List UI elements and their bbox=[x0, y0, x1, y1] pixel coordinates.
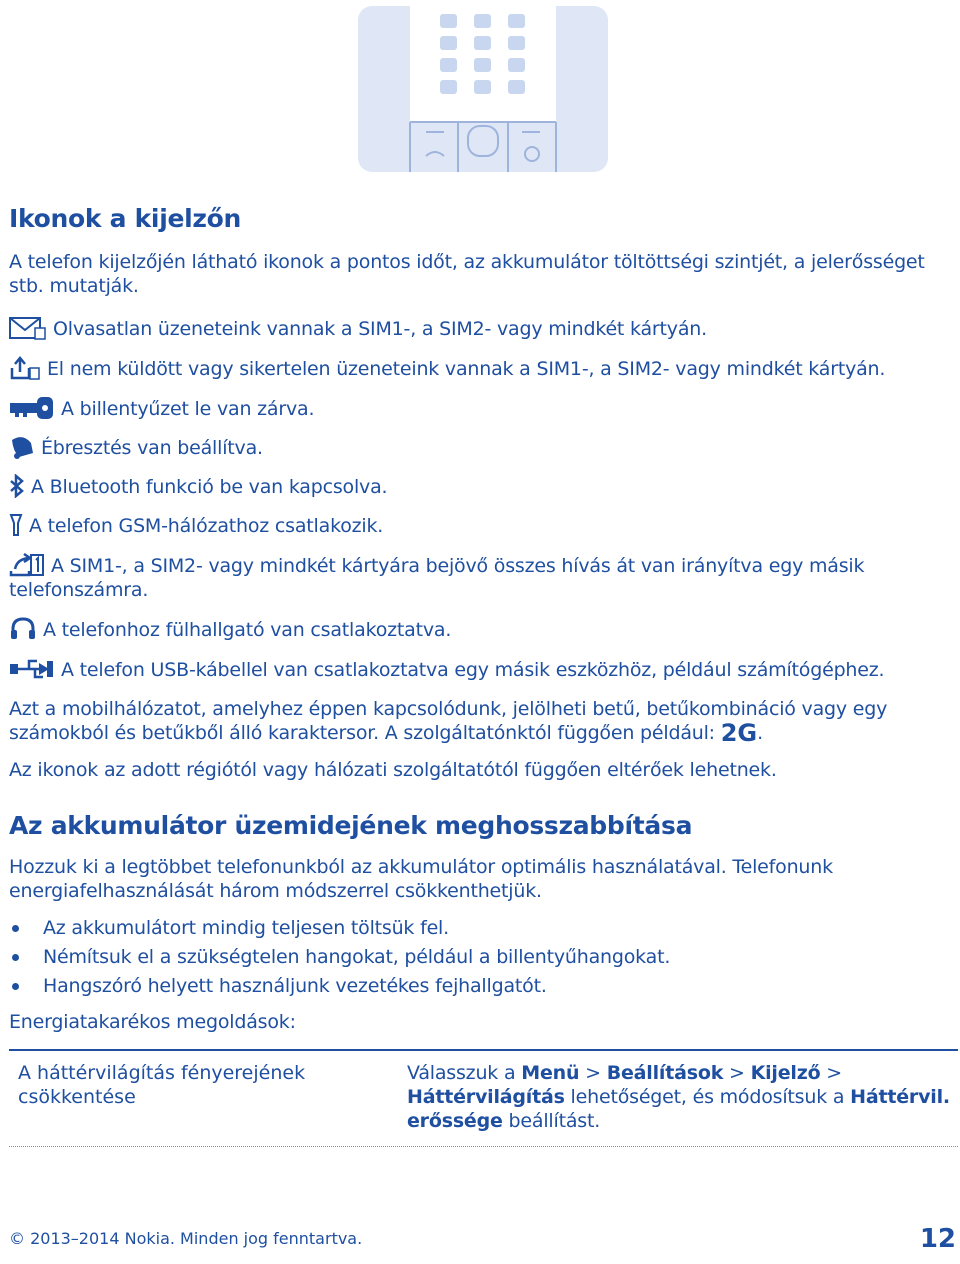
outbox-icon bbox=[9, 356, 41, 380]
envelope-icon bbox=[9, 316, 47, 340]
battery-intro: Hozzuk ki a legtöbbet telefonunkból az akkumulátor optimális használatával. Telefonunk energiafelhasználását három módszerrel csökkenthetjük. bbox=[9, 856, 833, 902]
icon-row-text: Olvasatlan üzeneteink vannak a SIM1-, a SIM2- vagy mindkét kártyán. bbox=[53, 318, 707, 340]
list-item: Az akkumulátort mindig teljesen töltsük fel. bbox=[9, 915, 670, 944]
icon-row-usb bbox=[9, 657, 954, 682]
bluetooth-icon bbox=[9, 474, 25, 498]
instruction-text: lehetőséget, és módosítsuk a bbox=[570, 1086, 845, 1108]
icons-intro: A telefon kijelzőjén látható ikonok a pontos időt, az akkumulátor töltöttségi szintjét, a jelerősséget stb. mutatják. bbox=[9, 251, 925, 297]
instruction-text: beállítást. bbox=[508, 1110, 601, 1132]
network-paragraph bbox=[9, 697, 954, 745]
icon-row-headset bbox=[9, 617, 954, 642]
menu-label: Menü bbox=[521, 1062, 580, 1084]
icon-row-text: A telefon USB-kábellel van csatlakoztatva egy másik eszközhöz, például számítógéphez. bbox=[61, 659, 885, 681]
region-note: Az ikonok az adott régiótól vagy hálózati szolgáltatótól függően eltérőek lehetnek. bbox=[9, 759, 777, 781]
call-forward-icon bbox=[9, 553, 45, 577]
icon-row-alarm bbox=[9, 435, 954, 460]
icon-row-text: A billentyűzet le van zárva. bbox=[61, 398, 315, 420]
headset-icon bbox=[9, 617, 37, 641]
icon-row-text: A SIM1-, a SIM2- vagy mindkét kártyára bejövő összes hívás át van irányítva egy másik telefonszámra. bbox=[9, 555, 865, 601]
phone-illustration-icon bbox=[358, 6, 608, 172]
instruction-text: Válasszuk a bbox=[407, 1062, 516, 1084]
icon-row-forward bbox=[9, 553, 954, 602]
icon-row-text: Ébresztés van beállítva. bbox=[41, 437, 263, 459]
icon-row-unsent bbox=[9, 356, 954, 381]
icon-row-text: A telefonhoz fülhallgató van csatlakoztatva. bbox=[43, 619, 452, 641]
table-cell-left: A háttérvilágítás fényerejének csökkentése bbox=[18, 1062, 306, 1108]
icon-row-gsm bbox=[9, 513, 954, 538]
brightness-label: Háttérvil. erőssége bbox=[407, 1086, 950, 1132]
table-divider bbox=[9, 1146, 958, 1147]
table-cell-right bbox=[407, 1061, 957, 1133]
icon-row-bluetooth bbox=[9, 474, 954, 499]
list-item: Hangszóró helyett használjunk vezetékes fejhallgatót. bbox=[9, 973, 670, 1002]
section-title-icons: Ikonok a kijelzőn bbox=[9, 204, 242, 233]
icon-row-keylock bbox=[9, 396, 954, 421]
path-separator: > bbox=[826, 1062, 842, 1084]
battery-tips-list bbox=[9, 915, 670, 1002]
network-end: . bbox=[757, 722, 763, 744]
icon-row-text: A Bluetooth funkció be van kapcsolva. bbox=[31, 476, 388, 498]
icon-row-text: A telefon GSM-hálózathoz csatlakozik. bbox=[29, 515, 384, 537]
icon-row-unread bbox=[9, 316, 954, 341]
network-2g-icon: 2G bbox=[720, 719, 758, 747]
page-number: 12 bbox=[919, 1224, 956, 1254]
copyright-footer: © 2013–2014 Nokia. Minden jog fenntartva. bbox=[9, 1229, 363, 1248]
key-icon bbox=[9, 396, 55, 420]
section-title-battery: Az akkumulátor üzemidejének meghosszabbítása bbox=[9, 811, 693, 840]
path-separator: > bbox=[585, 1062, 601, 1084]
solutions-table bbox=[9, 1049, 958, 1132]
path-separator: > bbox=[728, 1062, 745, 1084]
backlight-label: Háttérvilágítás bbox=[407, 1086, 565, 1108]
network-text: Azt a mobilhálózatot, amelyhez éppen kapcsolódunk, jelölheti betű, betűkombináció vagy egy számokból és betűkből álló karaktersor. A szolgáltatónktól függően például: bbox=[9, 698, 888, 744]
list-item: Némítsuk el a szükségtelen hangokat, például a billentyűhangokat. bbox=[9, 944, 670, 973]
settings-label: Beállítások bbox=[606, 1062, 724, 1084]
icon-row-text: El nem küldött vagy sikertelen üzeneteink vannak a SIM1-, a SIM2- vagy mindkét kártyán. bbox=[47, 358, 886, 380]
usb-icon bbox=[9, 657, 55, 681]
display-label: Kijelző bbox=[750, 1062, 821, 1084]
antenna-icon bbox=[9, 513, 23, 537]
bell-icon bbox=[9, 435, 35, 459]
solutions-label: Energiatakarékos megoldások: bbox=[9, 1011, 296, 1033]
